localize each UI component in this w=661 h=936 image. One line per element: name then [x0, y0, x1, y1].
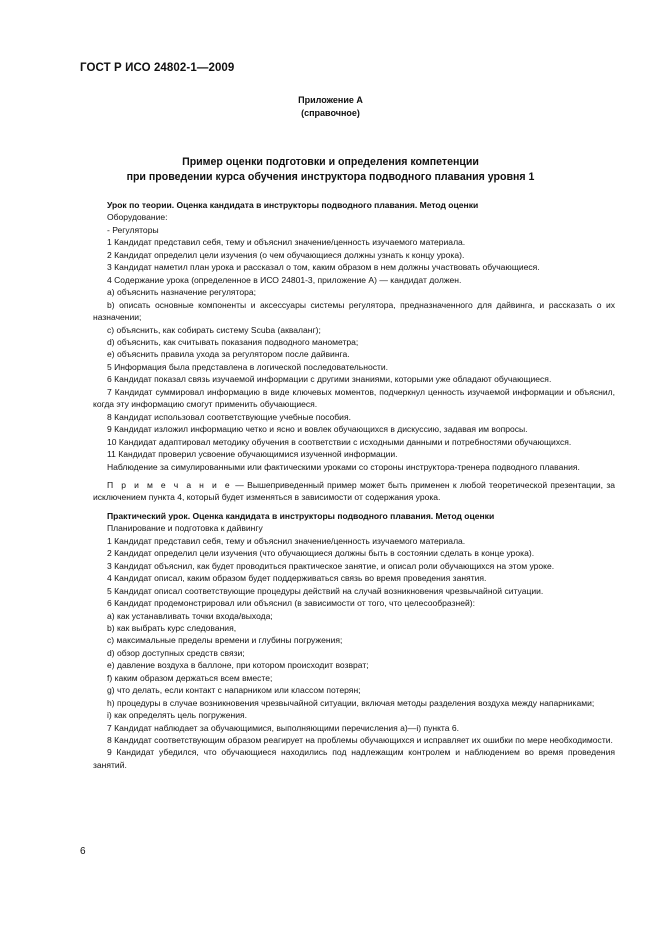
practical-item: 2 Кандидат определил цели изучения (что обучающиеся должны быть в состоянии сделать в конце урока).: [107, 548, 535, 559]
practical-item: i) как определять цель погружения.: [107, 710, 248, 721]
practical-item: e) давление воздуха в баллоне, при котором происходит возврат;: [107, 660, 369, 671]
page-number: 6: [80, 846, 86, 857]
practical-item: 1 Кандидат представил себя, тему и объяснил значение/ценность изучаемого материала.: [107, 535, 466, 546]
practical-item: 4 Кандидат описал, каким образом будет поддерживаться связь во время проведения занятия.: [107, 573, 487, 584]
practical-item: 9 Кандидат убедился, что обучающиеся находились под надлежащим контролем и наблюдением во время проведения занятий.: [93, 747, 615, 770]
note: [93, 479, 615, 504]
appendix-subtitle: (справочное): [301, 108, 360, 118]
practical-item: h) процедуры в случае возникновения чрезвычайной ситуации, включая методы разделения воздуха между напарниками;: [107, 697, 595, 708]
practical-item: 8 Кандидат соответствующим образом реагирует на проблемы обучающихся и исправляет их ошибки по мере необходимости.: [107, 735, 613, 746]
theory-item: 6 Кандидат показал связь изучаемой информации с другими знаниями, которыми уже обладают обучающиеся.: [107, 374, 552, 385]
practical-item: 5 Кандидат описал соответствующие процедуры действий на случай возникновения чрезвычайной ситуации.: [107, 585, 544, 596]
practical-item: f) каким образом держаться всем вместе;: [107, 672, 273, 683]
practical-item: b) как выбрать курс следования,: [107, 622, 237, 633]
theory-item: c) объяснить, как собирать систему Scuba (акваланг);: [107, 324, 321, 335]
document-header: ГОСТ Р ИСО 24802-1—2009: [80, 62, 235, 74]
theory-item: 4 Содержание урока (определенное в ИСО 24801-3, приложение А) — кандидат должен.: [107, 274, 462, 285]
theory-item: a) объяснить назначение регулятора;: [107, 287, 257, 298]
appendix-title: Приложение А: [298, 95, 363, 105]
theory-item: b) описать основные компоненты и аксессуары системы регулятора, предназначенного для дайвинга, и рассказать о их назначении;: [93, 299, 615, 323]
theory-item: 1 Кандидат представил себя, тему и объяснил значение/ценность изучаемого материала.: [107, 237, 466, 248]
practical-item: d) обзор доступных средств связи;: [107, 647, 245, 658]
theory-item: 10 Кандидат адаптировал методику обучения в соответствии с исходными данными и потребностями обучающихся.: [107, 436, 572, 447]
practical-item: g) что делать, если контакт с напарником или классом потерян;: [107, 685, 361, 696]
equipment-label: Оборудование:: [107, 212, 168, 223]
theory-item: 9 Кандидат изложил информацию четко и ясно и вовлек обучающихся в дискуссию, задавая им вопросы.: [107, 424, 528, 435]
practical-planning: Планирование и подготовка к дайвингу: [107, 523, 263, 534]
main-title-line-2: при проведении курса обучения инструктора подводного плавания уровня 1: [126, 171, 535, 183]
theory-item: 3 Кандидат наметил план урока и рассказал о том, каким образом в нем должны участвовать обучающиеся.: [107, 262, 540, 273]
practical-item: 6 Кандидат продемонстрировал или объяснил (в зависимости от того, что целесообразней):: [107, 598, 475, 609]
practical-heading: Практический урок. Оценка кандидата в инструкторы подводного плавания. Метод оценки: [107, 510, 495, 521]
practical-item: a) как устанавливать точки входа/выхода;: [107, 610, 273, 621]
note-label: П р и м е ч а н и е: [107, 479, 232, 490]
theory-item: e) объяснить правила ухода за регулятором после дайвинга.: [107, 349, 350, 360]
theory-item: d) объяснить, как считывать показания подводного манометра;: [107, 336, 359, 347]
theory-item: 8 Кандидат использовал соответствующие учебные пособия.: [107, 411, 351, 422]
main-title-line-1: Пример оценки подготовки и определения компетенции: [182, 156, 479, 168]
practical-item: c) максимальные пределы времени и глубины погружения;: [107, 635, 343, 646]
note-text: — Вышеприведенный пример может быть применен к любой теоретической презентации, за исключением пункта 4, который будет изменяться в зависимости от содержания урока.: [93, 479, 615, 503]
practical-item: 7 Кандидат наблюдает за обучающимися, выполняющими перечисления a)—i) пункта 6.: [107, 722, 459, 733]
document-body: [93, 199, 615, 771]
theory-item: Наблюдение за симулированными или фактическими уроками со стороны инструктора-тренера подводного плавания.: [107, 461, 580, 472]
theory-item: 2 Кандидат определил цели изучения (о чем обучающиеся должны узнать к концу урока).: [107, 249, 465, 260]
theory-item: 5 Информация была представлена в логической последовательности.: [107, 361, 389, 372]
theory-heading: Урок по теории. Оценка кандидата в инструкторы подводного плавания. Метод оценки: [107, 200, 479, 210]
theory-item: 11 Кандидат проверил усвоение обучающимися изученной информации.: [107, 449, 398, 460]
equipment-item: - Регуляторы: [107, 224, 159, 235]
practical-item: 3 Кандидат объяснил, как будет проводиться практическое занятие, и описал роли обучающихся на этом уроке.: [107, 560, 555, 571]
theory-item: 7 Кандидат суммировал информацию в виде ключевых моментов, подчеркнул ценность изучаемой информации и объяснил, когда эту информацию смогут применить обучающиеся.: [93, 386, 615, 410]
